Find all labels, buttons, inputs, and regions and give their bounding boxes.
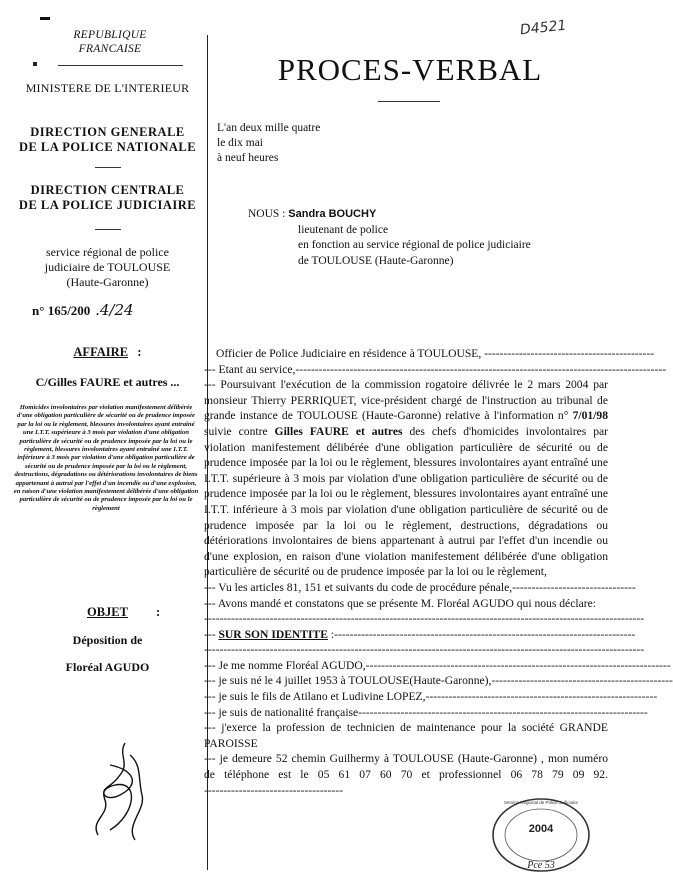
tick-mark: ▬ — [40, 12, 50, 23]
direction-generale — [10, 125, 205, 155]
page-title: PROCES-VERBAL — [277, 52, 543, 87]
date-block — [217, 121, 320, 166]
service-line3: (Haute-Garonne) — [66, 275, 149, 289]
separator-rule — [95, 229, 121, 230]
date-line1: L'an deux mille quatre — [217, 122, 321, 134]
numero-value: 165/200 — [47, 303, 91, 318]
dash-filler: ------------------------------------------------------------------------------------------------------------------ — [204, 612, 645, 626]
police-stamp — [486, 790, 596, 875]
officer-block — [248, 207, 531, 269]
date-line2: le dix mai — [217, 137, 263, 149]
affaire-charges: Homicides involontaires par violation manifestement délibérée d'une obligation particulière de sécurité ou de prudence imposée par la loi ou le règlement, blessures involontaires ayant entraîné une I.T.T. supérieure à 3 mois par violation d'une obligation particulière de sécurité ou de prudence imposée par la loi ou le règlement, blessures involontaires ayant entraîné une I.T.T. inférieure à 3 mois par violation d'une obligation particulière de sécurité ou de prudence imposée par la loi ou le règlement, destructions, dégradations ou détériorations involontaires de biens appartenant à autrui par l'effet d'un incendie ou d'une explosion, en raison d'une violation manifestement délibérée d'une obligation particulière de sécurité ou de prudence imposée par la loi ou le règlement — [13, 404, 199, 512]
identite-nom: --- Je me nomme Floréal AGUDO,------------------------------------------------------------------------------- — [204, 658, 671, 672]
identite-nationalite: --- je suis de nationalité française--------------------------------------------------------------------------- — [204, 705, 648, 719]
numero-handwritten: . — [90, 301, 100, 319]
direction-centrale-line1: DIRECTION CENTRALE — [30, 183, 185, 197]
direction-generale-line2: DE LA POLICE NATIONALE — [18, 140, 197, 154]
bullet-dot — [33, 62, 37, 66]
stamp-page: Pce 53 — [527, 860, 555, 871]
objet-line2: Floréal AGUDO — [65, 660, 150, 674]
republique-line2: FRANCAISE — [78, 43, 142, 55]
republique-francaise — [40, 28, 180, 56]
service-line2: judiciaire de TOULOUSE — [44, 260, 171, 274]
body-line-service: --- Etant au service,------------------------------------------------------------------------------------------------ — [204, 362, 667, 376]
direction-generale-line1: DIRECTION GENERALE — [30, 125, 185, 139]
body-line-officer: Officier de Police Judiciaire en résidence à TOULOUSE, -------------------------------------------- — [216, 347, 655, 360]
signature-scribble — [80, 735, 160, 845]
numero-pv — [32, 301, 134, 319]
objet-heading — [10, 605, 205, 620]
body-paragraph-mande: --- Avons mandé et constatons que se présente M. Floréal AGUDO qui nous déclare: — [204, 596, 596, 610]
direction-centrale-line2: DE LA POLICE JUDICIAIRE — [18, 198, 197, 212]
officer-service: en fonction au service régional de police judiciaire — [298, 239, 531, 251]
affaire-label: AFFAIRE — [73, 345, 129, 359]
date-line3: à neuf heures — [217, 152, 279, 164]
identite-profession: --- j'exerce la profession de technicien de maintenance pour la société GRANDE PAROISSE — [204, 721, 608, 750]
identite-naissance: --- je suis né le 4 juillet 1953 à TOULOUSE(Haute-Garonne),----------------------------------------------- — [204, 674, 673, 688]
numero-hand-suffix: 4/24 — [99, 301, 134, 319]
officer-rank: lieutenant de police — [298, 223, 389, 236]
objet-label: OBJET — [87, 605, 128, 619]
body-line-articles: --- Vu les articles 81, 151 et suivants du code de procédure pénale,-------------------------------- — [204, 580, 636, 594]
affaire-colon: : — [137, 345, 142, 359]
identite-heading: SUR SON IDENTITE — [218, 627, 329, 641]
numero-prefix: n° — [32, 303, 48, 318]
title-rule — [378, 101, 440, 102]
header-rule — [58, 65, 183, 66]
objet-line1: Déposition de — [72, 633, 143, 647]
service-line1: service régional de police — [46, 245, 169, 259]
separator-rule — [95, 167, 121, 168]
identite-filiation: --- je suis le fils de Atilano et Ludivine LOPEZ,------------------------------------------------------------ — [204, 690, 658, 704]
deposition-body — [204, 346, 673, 798]
stamp-text: Service Régional de Police Judiciaire — [503, 800, 579, 805]
identite-line: --- SUR SON IDENTITE :------------------------------------------------------------------------------ — [204, 627, 636, 641]
dash-filler: ------------------------------------------------------------------------------------------------------------------ — [204, 643, 645, 657]
affaire-heading — [10, 345, 205, 360]
identite-adresse: --- je demeure 52 chemin Guilhermy à TOULOUSE (Haute-Garonne) , mon numéro de téléphone est le 05 61 07 60 70 et professionnel 06 78 79 09 92. ------------------------------------ — [204, 752, 608, 797]
service-regional — [20, 245, 195, 290]
body-paragraph-commission: --- Poursuivant l'exécution de la commission rogatoire délivrée le 2 mars 2004 par monsieur Thierry PERRIQUET, vice-président chargé de l'instruction au tribunal de grande instance de TOULOUSE (Haute-Garonne) relative à l'information n° 7/01/98 suivie contre Gilles FAURE et autres des chefs d'homicides involontaires par violation manifestement délibérée d'une obligation particulière de sécurité ou de prudence imposée par la loi ou le règlement, blessures involontaires ayant entraîné une I.T.T. supérieure à 3 mois par violation d'une obligation particulière de sécurité ou de prudence imposée par la loi ou le règlement, blessures involontaires ayant entraîné une I.T.T. inférieure à 3 mois par violation d'une obligation particulière de sécurité ou de prudence imposée par la loi ou le règlement, destructions, dégradations ou détériorations involontaires de biens appartenant à autrui par l'effet d'un incendie ou d'une explosion, en raison d'une violation manifestement délibérée d'une obligation particulière de sécurité ou de prudence imposée par la loi ou le règlement, — [204, 378, 608, 579]
objet-colon: : — [156, 605, 161, 619]
direction-centrale — [10, 183, 205, 213]
republique-line1: REPUBLIQUE — [73, 29, 147, 41]
handwritten-reference: D4521 — [519, 17, 568, 39]
stamp-year: 2004 — [528, 823, 554, 835]
ministere: MINISTERE DE L'INTERIEUR — [25, 81, 190, 95]
officer-name: Sandra BOUCHY — [288, 208, 377, 220]
affaire-subject: C/Gilles FAURE et autres ... — [35, 375, 180, 389]
nous-label: NOUS : — [248, 208, 289, 220]
officer-city: de TOULOUSE (Haute-Garonne) — [298, 254, 454, 267]
